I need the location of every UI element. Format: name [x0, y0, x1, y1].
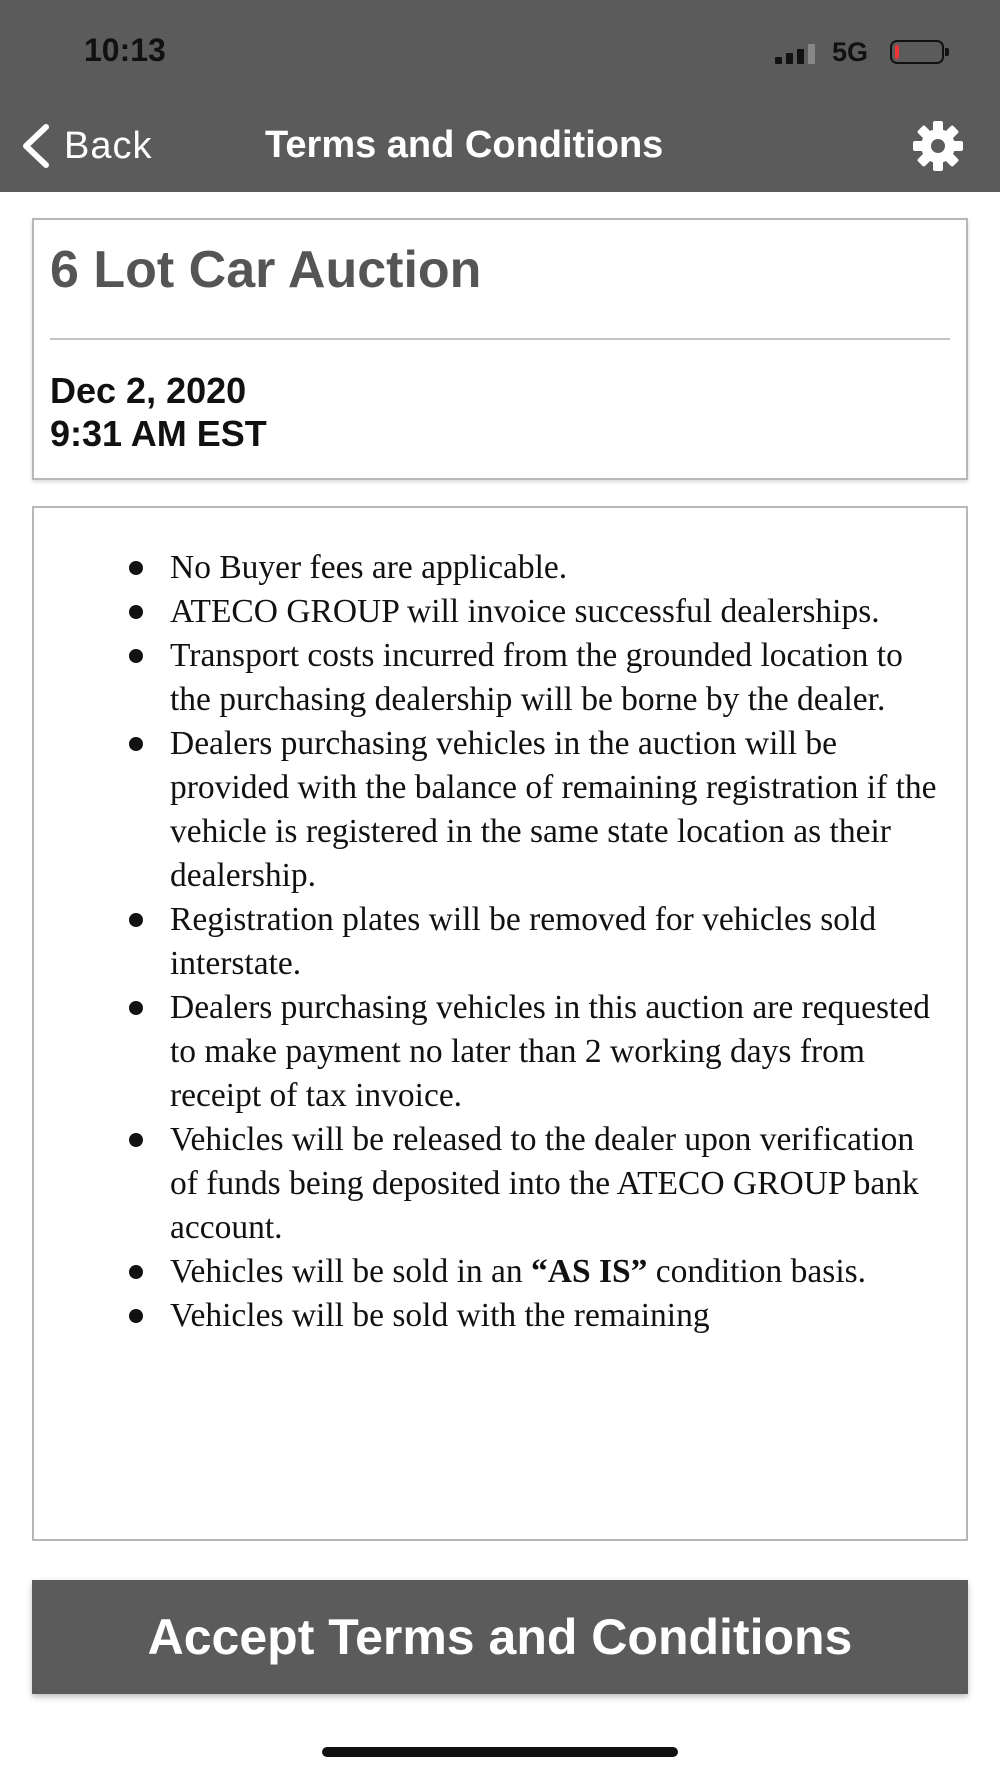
terms-scroll-area[interactable] [32, 506, 968, 1541]
terms-item: Vehicles will be released to the dealer upon verification of funds being deposited into the ATECO GROUP bank account. [34, 1118, 968, 1250]
terms-list [34, 546, 968, 1338]
chevron-left-icon [20, 123, 50, 169]
terms-item: Vehicles will be sold in an “AS IS” condition basis. [34, 1250, 968, 1294]
auction-header-card [32, 218, 968, 480]
terms-item: Dealers purchasing vehicles in this auction are requested to make payment no later than 2 working days from receipt of tax invoice. [34, 986, 968, 1118]
divider [50, 338, 950, 340]
back-button[interactable] [20, 120, 152, 172]
page-title: Terms and Conditions [265, 124, 664, 166]
accept-terms-button[interactable]: Accept Terms and Conditions [32, 1580, 968, 1694]
network-type: 5G [832, 37, 869, 67]
battery-level [895, 45, 899, 59]
navigation-bar [0, 100, 1000, 192]
status-time: 10:13 [84, 32, 166, 68]
terms-item: Vehicles will be sold with the remaining [34, 1294, 968, 1338]
terms-item: Dealers purchasing vehicles in the auction will be provided with the balance of remaining registration if the vehicle is registered in the same state location as their dealership. [34, 722, 968, 898]
terms-item: Registration plates will be removed for vehicles sold interstate. [34, 898, 968, 986]
terms-item: No Buyer fees are applicable. [34, 546, 968, 590]
terms-item: Transport costs incurred from the grounded location to the purchasing dealership will be borne by the dealer. [34, 634, 968, 722]
battery-low-icon [890, 40, 944, 64]
back-label: Back [64, 124, 153, 167]
home-indicator[interactable] [322, 1747, 678, 1757]
signal-bars-icon [775, 44, 815, 64]
auction-date: Dec 2, 2020 [50, 370, 247, 411]
terms-item: ATECO GROUP will invoice successful dealerships. [34, 590, 968, 634]
gear-icon[interactable] [910, 118, 966, 174]
status-bar [0, 0, 1000, 100]
auction-time: 9:31 AM EST [50, 413, 267, 454]
auction-title: 6 Lot Car Auction [50, 241, 482, 299]
